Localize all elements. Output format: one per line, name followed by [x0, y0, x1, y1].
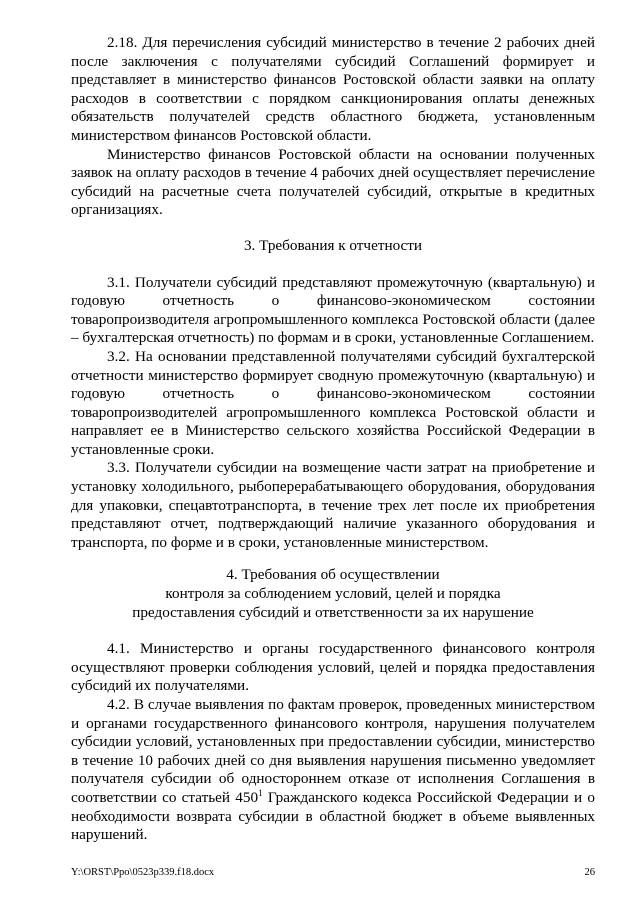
paragraph-4-1: 4.1. Министерство и органы государственного финансового контроля осуществляют проверки соблюдения условий, целей и порядка предоставления субсидий их получателями.	[71, 640, 595, 695]
file-path: Y:\ORST\Ppo\0523p339.f18.docx	[71, 867, 215, 878]
paragraph-2-18: 2.18. Для перечисления субсидий министерство в течение 2 рабочих дней после заключения с получателями субсидий Соглашений формирует и представляет в министерство финансов Ростовской области заявки на оплату расходов в соответствии с порядком санкционирования оплаты денежных обязательств получателей средств областного бюджета, установленным министерством финансов Ростовской области.	[71, 34, 595, 144]
paragraph-3-2: 3.2. На основании представленной получателями субсидий бухгалтерской отчетности министерство формирует сводную промежуточную (квартальную) и годовую отчетность о финансово-экономическом состоянии товаропроизводителей агропромышленного комплекса Ростовской области и направляет ее в Министерство сельского хозяйства Российской Федерации в установленные сроки.	[71, 347, 595, 458]
paragraph-3-1: 3.1. Получатели субсидий представляют промежуточную (квартальную) и годовую отчетность о финансово-экономическом состоянии товаропроизводителя агропромышленного комплекса Ростовской области (далее – бухгалтерская отчетность) по формам и в сроки, установленные Соглашением.	[71, 273, 595, 347]
paragraph-4-2-text-before: 4.2. В случае выявления по фактам проверок, проведенных министерством и органами государственного финансового контроля, нарушения получателем субсидии условий, установленных при предоставлении субсидии, министерство в течение 10 рабочих дней со дня выявления нарушения письменно уведомляет получателя субсидии об одностороннем отказе от исполнения Соглашения в соответствии со статьей 450	[71, 696, 595, 806]
document-page	[71, 34, 595, 845]
page-footer	[71, 867, 595, 879]
paragraph-4-2	[71, 696, 595, 845]
paragraph-minfin-transfer: Министерство финансов Ростовской области на основании полученных заявок на оплату расходов в течение 4 рабочих дней осуществляет перечисление субсидий на расчетные счета получателей субсидий, открытые в кредитных организациях.	[71, 145, 595, 219]
section-4-heading	[71, 566, 595, 622]
paragraph-4-2-text-after: Гражданского кодекса Российской Федерации и о необходимости возврата субсидии в областной бюджет в объеме выявленных нарушений.	[71, 788, 595, 844]
section-4-heading-line: предоставления субсидий и ответственности за их нарушение	[132, 603, 534, 621]
section-3-heading: 3. Требования к отчетности	[243, 236, 423, 254]
section-4-heading-line: контроля за соблюдением условий, целей и порядка	[165, 585, 501, 603]
page-number: 26	[584, 867, 595, 878]
paragraph-3-3: 3.3. Получатели субсидии на возмещение части затрат на приобретение и установку холодильного, рыбоперерабатывающего оборудования, оборудования для упаковки, спецавтотранспорта, в течение трех лет после их приобретения представляют отчет, подтверждающий наличие указанного оборудования и транспорта, по форме и в сроки, установленные министерством.	[71, 459, 595, 551]
section-4-heading-line: 4. Требования об осуществлении	[226, 566, 440, 584]
article-superscript: 1	[258, 787, 263, 798]
